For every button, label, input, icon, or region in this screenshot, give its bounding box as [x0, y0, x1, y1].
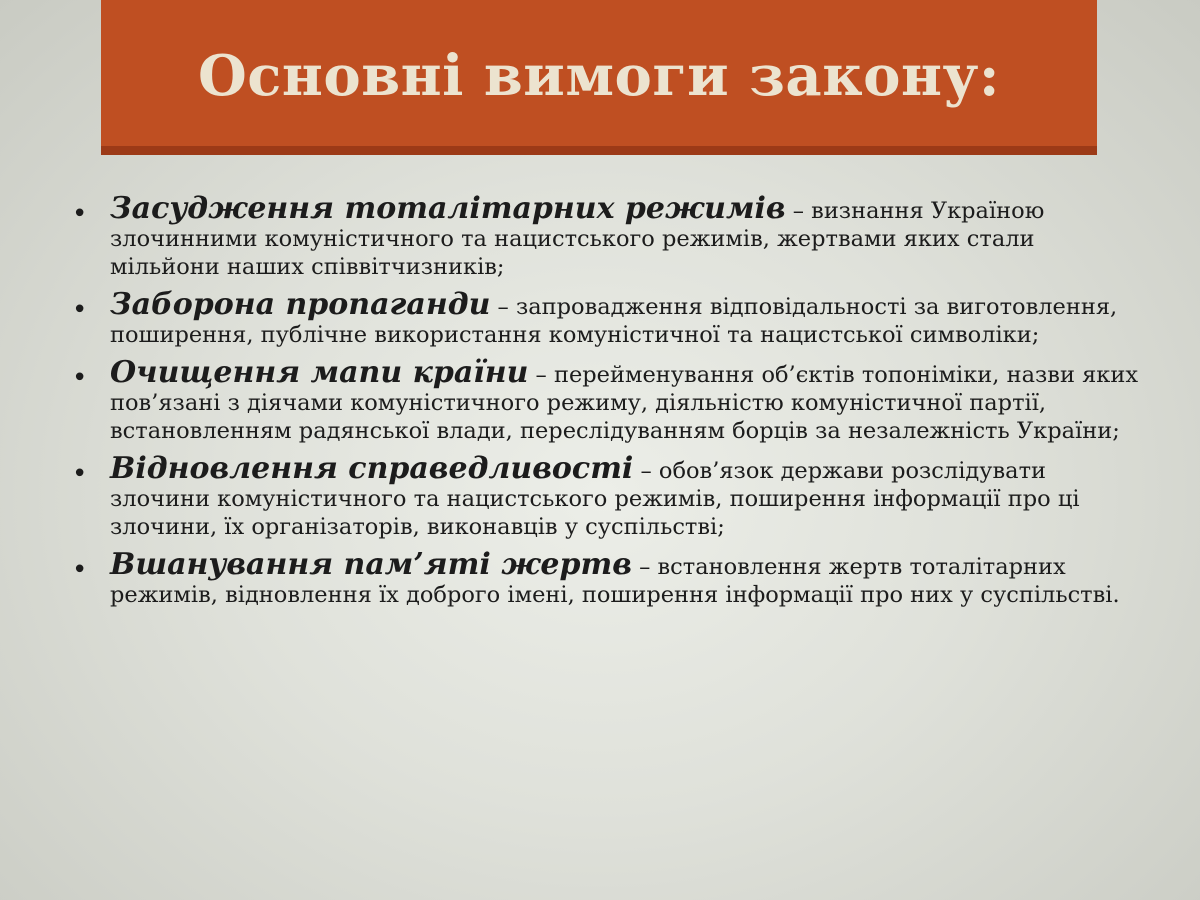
bullet-dot-icon: • — [72, 363, 88, 393]
bullet-item — [70, 547, 1150, 609]
bullet-term: Очищення мапи країни — [110, 355, 529, 390]
bullet-description: – запровадження відповідальності за виготовлення, поширення, публічне використання комуністичної та нацистської символіки; — [110, 294, 1118, 348]
bullet-description: – встановлення жертв тоталітарних режимів, відновлення їх доброго імені, поширення інформації про них у суспільстві. — [110, 554, 1120, 608]
bullet-dot-icon: • — [72, 295, 88, 325]
bullet-item — [70, 355, 1150, 445]
bullet-item — [70, 287, 1150, 349]
bullet-item — [70, 451, 1150, 541]
bullet-term: Відновлення справедливості — [110, 451, 634, 486]
title-bar — [101, 0, 1097, 146]
slide-title: Основні вимоги закону: — [198, 43, 1000, 109]
bullet-list — [70, 191, 1150, 619]
bullet-term: Заборона пропаганди — [110, 287, 491, 322]
bullet-item — [70, 191, 1150, 281]
bullet-term: Засудження тоталітарних режимів — [110, 191, 786, 226]
bullet-description: – визнання Україною злочинними комуністичного та нацистського режимів, жертвами яких стали мільйони наших співвітчизників; — [110, 198, 1045, 280]
bullet-description: – перейменування об’єктів топоніміки, назви яких пов’язані з діячами комуністичного режиму, діяльністю комуністичної партії, встановленням радянської влади, переслідуванням борців за незалежність України; — [110, 362, 1139, 444]
title-underline — [101, 146, 1097, 155]
bullet-dot-icon: • — [72, 459, 88, 489]
bullet-description: – обов’язок держави розслідувати злочини комуністичного та нацистського режимів, поширення інформації про ці злочини, їх організаторів, виконавців у суспільстві; — [110, 458, 1080, 540]
bullet-dot-icon: • — [72, 199, 88, 229]
bullet-dot-icon: • — [72, 555, 88, 585]
bullet-term: Вшанування пам’яті жертв — [110, 547, 632, 582]
